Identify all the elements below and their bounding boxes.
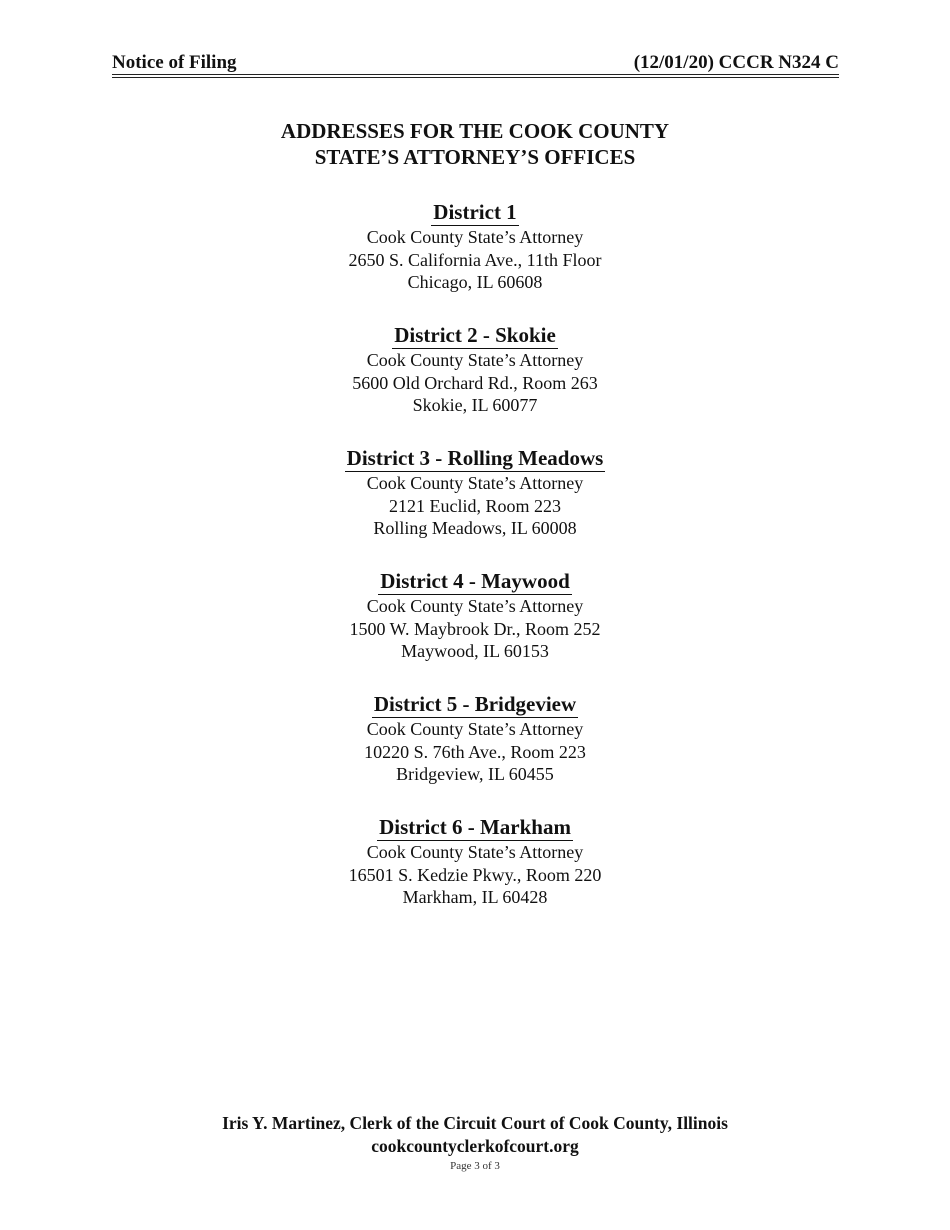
page-number: Page 3 of 3: [450, 1160, 500, 1172]
street-address: 2121 Euclid, Room 223: [389, 495, 561, 516]
page-header: [112, 52, 839, 75]
office-name: Cook County State’s Attorney: [366, 719, 584, 739]
street-address: 16501 S. Kedzie Pkwy., Room 220: [348, 864, 602, 885]
city-state-zip: Markham, IL 60428: [402, 887, 548, 907]
district-4-block: [0, 568, 950, 691]
clerk-website: cookcountyclerkofcourt.org: [371, 1136, 579, 1156]
office-name: Cook County State’s Attorney: [366, 596, 584, 616]
city-state-zip: Rolling Meadows, IL 60008: [373, 518, 577, 538]
district-heading: District 4 - Maywood: [380, 569, 570, 593]
document-title: Notice of Filing: [112, 52, 237, 73]
city-state-zip: Chicago, IL 60608: [407, 272, 543, 292]
page-footer: [0, 1112, 950, 1174]
district-1-block: [0, 199, 950, 322]
office-name: Cook County State’s Attorney: [366, 842, 584, 862]
district-3-block: [0, 445, 950, 568]
district-6-block: [0, 814, 950, 937]
district-heading: District 1: [433, 200, 517, 224]
form-number: (12/01/20) CCCR N324 C: [633, 52, 839, 73]
district-heading: District 5 - Bridgeview: [373, 692, 577, 716]
district-5-block: [0, 691, 950, 814]
page-title: [0, 118, 950, 170]
city-state-zip: Skokie, IL 60077: [412, 395, 538, 415]
office-name: Cook County State’s Attorney: [366, 350, 584, 370]
office-name: Cook County State’s Attorney: [366, 473, 584, 493]
street-address: 5600 Old Orchard Rd., Room 263: [352, 372, 598, 393]
street-address: 2650 S. California Ave., 11th Floor: [348, 249, 602, 270]
district-heading: District 3 - Rolling Meadows: [346, 446, 604, 470]
district-heading: District 6 - Markham: [379, 815, 571, 839]
street-address: 10220 S. 76th Ave., Room 223: [364, 741, 586, 762]
city-state-zip: Maywood, IL 60153: [401, 641, 549, 661]
page-title-line-1: ADDRESSES FOR THE COOK COUNTY: [280, 119, 670, 143]
district-heading: District 2 - Skokie: [394, 323, 556, 347]
district-address-list: [0, 199, 950, 937]
street-address: 1500 W. Maybrook Dr., Room 252: [349, 618, 601, 639]
clerk-name: Iris Y. Martinez, Clerk of the Circuit Court of Cook County, Illinois: [222, 1113, 728, 1133]
district-2-block: [0, 322, 950, 445]
city-state-zip: Bridgeview, IL 60455: [396, 764, 554, 784]
office-name: Cook County State’s Attorney: [366, 227, 584, 247]
page-title-line-2: STATE’S ATTORNEY’S OFFICES: [314, 145, 636, 169]
